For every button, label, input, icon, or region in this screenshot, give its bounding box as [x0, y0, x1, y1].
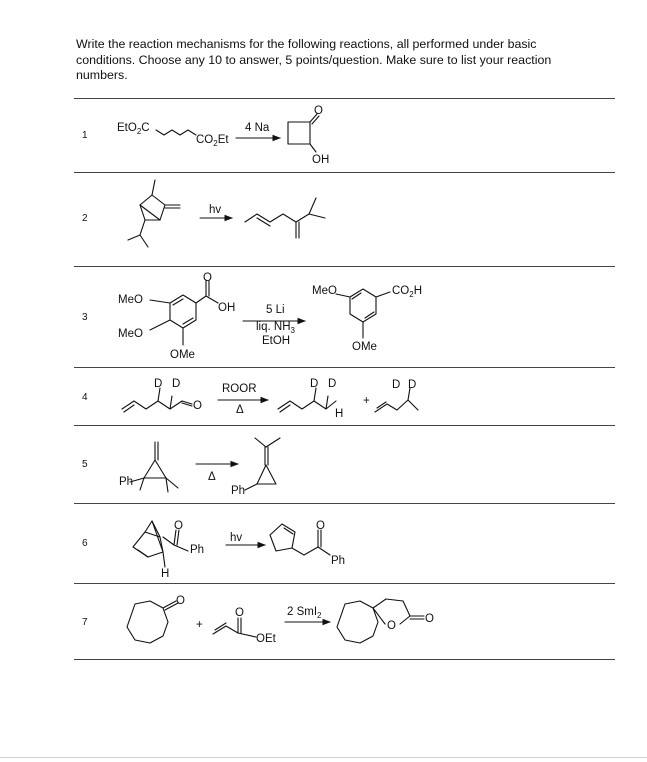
reaction-5-product-phenyl: Ph — [231, 485, 246, 497]
reaction-7-acrylate — [213, 618, 256, 637]
reaction-4-product-hydrogen: H — [335, 408, 344, 420]
reaction-6-product-phenyl: Ph — [331, 555, 346, 567]
reaction-7-product — [337, 599, 424, 643]
reaction-6-reagent: hv — [230, 532, 243, 544]
reaction-6-ketone-o: O — [174, 520, 183, 532]
reaction-4-product-deuterium-2: D — [328, 378, 337, 390]
reaction-4-starting-material — [122, 388, 192, 412]
reaction-5-reagent-heat: Δ — [208, 471, 216, 483]
reaction-5-starting-material — [130, 442, 178, 492]
reaction-3-methoxy-top: MeO — [118, 294, 143, 306]
reaction-3-product — [336, 289, 390, 338]
reaction-4-product2-deuterium-2: D — [408, 379, 417, 391]
reaction-1-product — [288, 114, 319, 152]
reaction-2-product — [245, 198, 325, 238]
reaction-7-ketone-o: O — [176, 595, 185, 607]
reaction-3-acid-oh: OH — [218, 302, 236, 314]
reaction-1-ester-left: EtO$_2$C — [117, 122, 150, 136]
reaction-4-product2-deuterium-1: D — [392, 379, 401, 391]
reaction-7-ester-carbonyl-o: O — [235, 607, 244, 619]
reaction-3-reagent-etoh: EtOH — [262, 335, 291, 347]
instructions-text: Write the reaction mechanisms for the following reactions, all performed under basic conditions. Choose any 10 to answer, 5 points/question. Make sure to list your reaction numbers. — [76, 37, 552, 82]
reaction-number-1: 1 — [82, 130, 88, 141]
reaction-number-3: 3 — [82, 312, 88, 323]
reaction-4-reagent-peroxide: ROOR — [222, 383, 257, 395]
reaction-4-product-2 — [375, 388, 418, 412]
reaction-2-reagent: hv — [209, 204, 222, 216]
reaction-2-starting-material — [128, 180, 180, 247]
reaction-3-product-acid: $CO_2H$ — [392, 285, 423, 299]
reaction-5-product — [245, 438, 280, 490]
reaction-1-starting-material — [156, 130, 196, 135]
reaction-7-ketone — [127, 601, 178, 643]
reaction-3-product-methoxy: MeO — [312, 285, 337, 297]
reaction-number-5: 5 — [82, 459, 88, 470]
reaction-1-reagent: 4 Na — [245, 122, 270, 134]
reaction-4-product-1 — [278, 388, 336, 412]
reaction-4-reagent-heat: Δ — [236, 404, 244, 416]
reaction-1-ester-right: $CO_2Et$ — [196, 134, 229, 148]
reaction-6-bridgehead-h: H — [161, 568, 170, 580]
reaction-5-phenyl: Ph — [119, 476, 134, 488]
reaction-1-carbonyl-o: O — [314, 105, 323, 117]
reaction-6-product-ketone-o: O — [316, 520, 325, 532]
reaction-4-plus: + — [363, 395, 370, 407]
reaction-number-6: 6 — [82, 538, 88, 549]
reaction-4-product-deuterium-1: D — [310, 378, 319, 390]
reaction-7-plus: + — [196, 619, 203, 631]
reaction-7-lactone-ring-o: O — [387, 620, 396, 632]
reaction-1-hydroxyl: OH — [312, 154, 330, 166]
reaction-3-acid-carbonyl-o: O — [203, 272, 212, 284]
reaction-number-7: 7 — [82, 617, 88, 628]
reaction-3-methoxy-para: OMe — [170, 349, 195, 361]
reaction-4-deuterium-1: D — [154, 378, 163, 390]
reaction-number-4: 4 — [82, 392, 88, 403]
reaction-3-reagent-nh3: liq. $NH_3$ — [256, 321, 295, 335]
reaction-3-reagent-li: 5 Li — [266, 304, 285, 316]
reaction-number-2: 2 — [82, 213, 88, 224]
reaction-3-methoxy-bottom: MeO — [118, 328, 143, 340]
reaction-4-deuterium-2: D — [172, 378, 181, 390]
reaction-6-phenyl: Ph — [190, 544, 205, 556]
reaction-7-reagent-smi2: 2 SmI$_2$ — [287, 606, 322, 620]
reaction-3-starting-material — [150, 281, 218, 345]
reaction-7-lactone-carbonyl-o: O — [425, 613, 434, 625]
reaction-4-aldehyde-o: O — [193, 400, 202, 412]
reaction-3-product-ome: OMe — [352, 341, 377, 353]
reaction-7-ethoxy: OEt — [256, 633, 276, 645]
